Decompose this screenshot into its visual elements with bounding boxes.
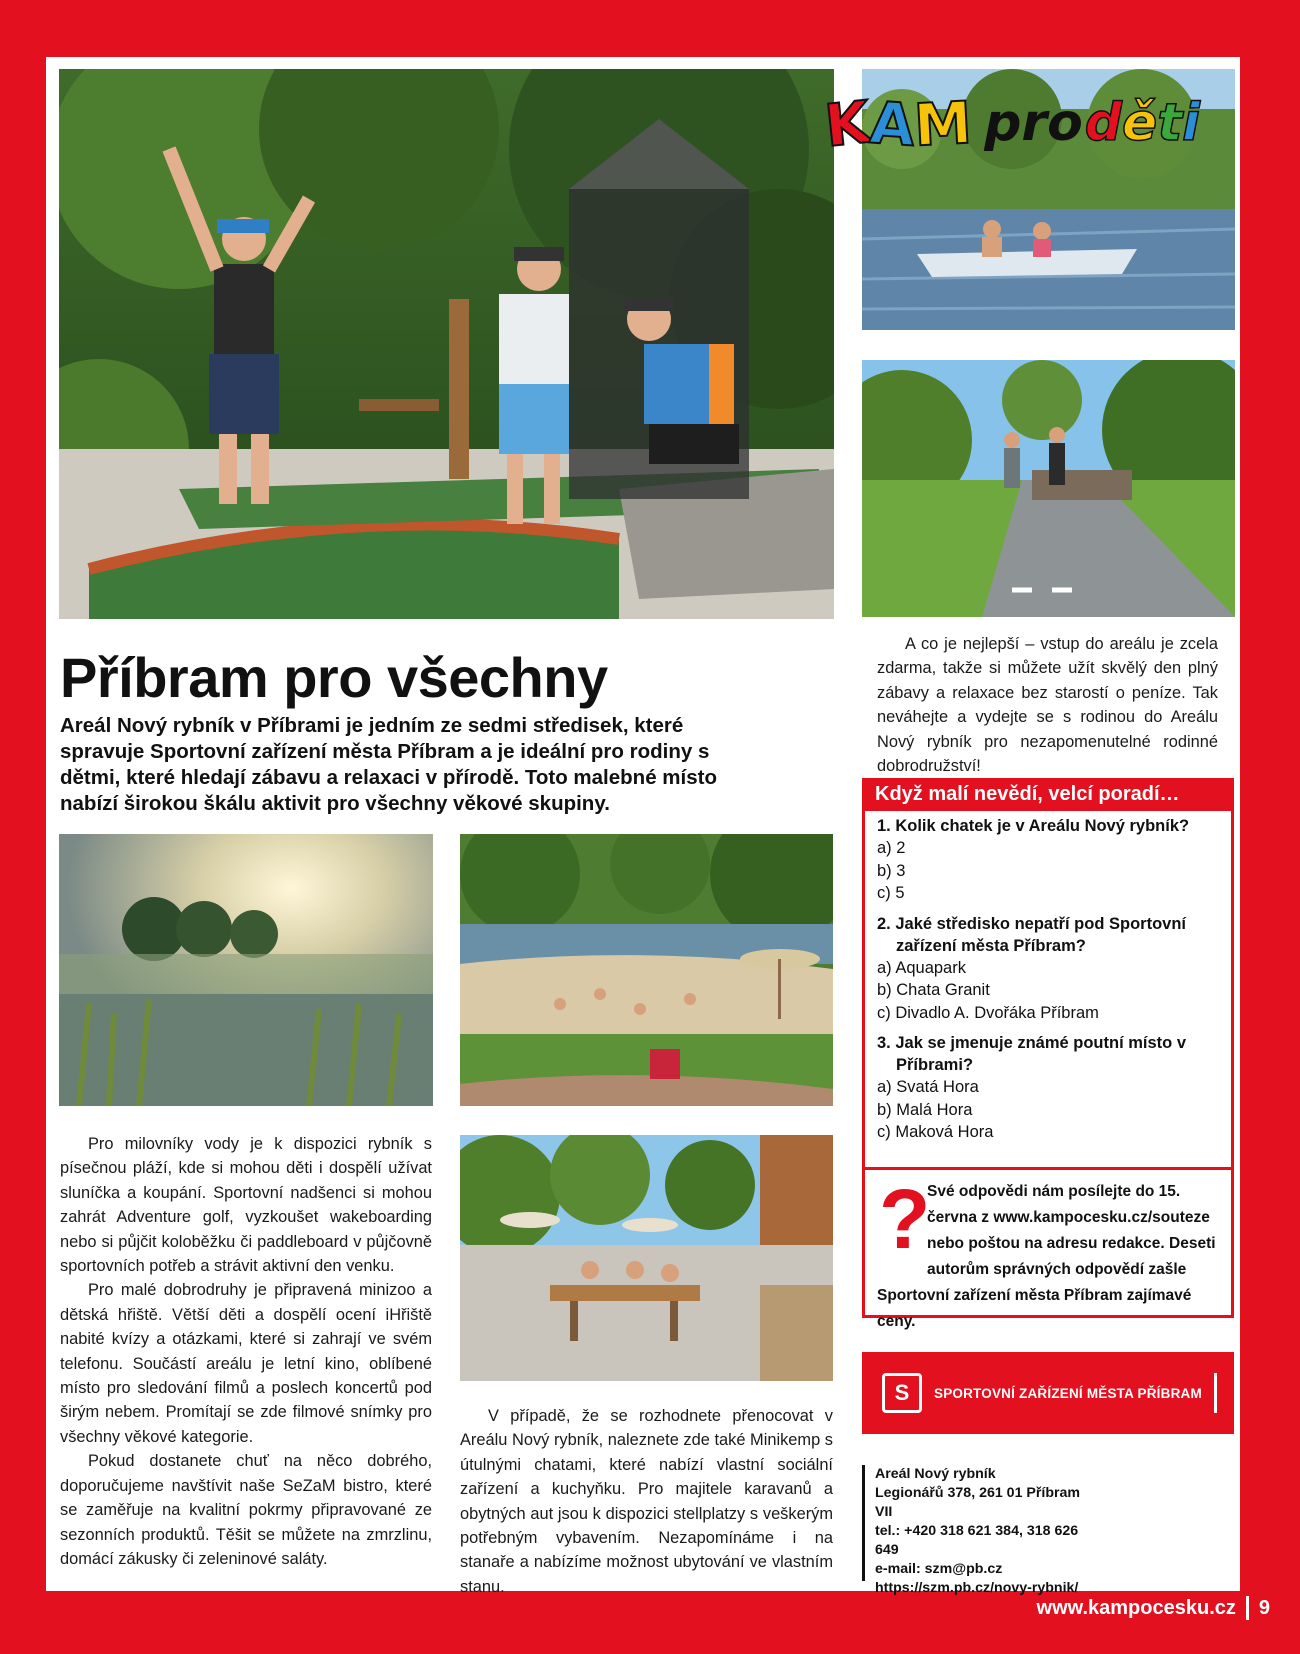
- quiz-question: 2. Jaké středisko nepatří pod Sportovní zařízení města Příbram? a) Aquapark b) Chata Granit c) Divadlo A. Dvořáka Příbram: [877, 913, 1221, 1025]
- photo-beach: [460, 834, 833, 1106]
- quiz-heading: Když malí nevědí, velcí poradí…: [865, 781, 1231, 811]
- quiz-option: c) Divadlo A. Dvořáka Příbram: [877, 1003, 1099, 1022]
- contact-phone: tel.: +420 318 621 384, 318 626 649: [875, 1523, 1079, 1558]
- quiz-questions: [865, 811, 1231, 1144]
- quiz-option: b) Malá Hora: [877, 1100, 973, 1119]
- quiz-instructions: Své odpovědi nám posílejte do 15. června z www.kampocesku.cz/souteze nebo poštou na adresu redakce. Deseti autorům správných odpovědí zašle Sportovní zařízení města Příbram zajímavé ceny.: [877, 1183, 1216, 1330]
- contact-block: [862, 1465, 1082, 1596]
- paragraph: A co je nejlepší – vstup do areálu je zcela zdarma, takže si můžete užít skvělý den plný zábavy a relaxace bez starostí o peníze. Tak neváhejte a vydejte se s rodinou do Areálu Nový rybník pro nezapomenutelné rodinné dobrodružství!: [877, 635, 1218, 776]
- article-title: Příbram pro všechny: [60, 646, 608, 709]
- footer-site[interactable]: www.kampocesku.cz: [1036, 1596, 1236, 1619]
- article-lead: Areál Nový rybník v Příbrami je jedním ze sedmi středisek, které spravuje Sportovní zařízení města Příbram a je ideální pro rodiny s dětmi, které hledají zábavu a relaxaci v přírodě. Toto malebné místo nabízí širokou škálu aktivit pro všechny věkové skupiny.: [60, 714, 717, 815]
- divider: [1214, 1373, 1217, 1413]
- quiz-option: b) Chata Granit: [877, 981, 990, 999]
- quiz-question: 1. Kolik chatek je v Areálu Nový rybník? a) 2 b) 3 c) 5: [877, 815, 1221, 905]
- contact-name: Areál Nový rybník: [875, 1466, 996, 1482]
- column-3-text: [877, 632, 1218, 778]
- sponsor-name: SPORTOVNÍ ZAŘÍZENÍ MĚSTA PŘÍBRAM: [934, 1385, 1202, 1401]
- quiz-option: c) 5: [877, 884, 905, 902]
- contact-address: Legionářů 378, 261 01 Příbram VII: [875, 1485, 1081, 1520]
- photo-scooters: [862, 360, 1235, 617]
- quiz-option: a) Svatá Hora: [877, 1078, 979, 1096]
- sponsor-logo-icon: S: [882, 1373, 922, 1413]
- paragraph: Pro malé dobrodruhy je připravená minizoo a dětská hřiště. Větší děti a dospělí ocení iHřiště nabité kvízy a otázkami, které si zahrají ve svém telefonu. Součástí areálu je letní kino, oblíbené místo pro sledování filmů a poslech koncertů pod širým nebem. Promítají se zde filmové snímky pro všechny věkové kategorie.: [60, 1281, 432, 1446]
- page-number: 9: [1258, 1596, 1270, 1619]
- photo-minigolf: [59, 69, 834, 619]
- quiz-option: a) Aquapark: [877, 958, 966, 977]
- magazine-logo: KAM pro děti: [821, 87, 1200, 161]
- quiz-box: [862, 778, 1234, 1330]
- paragraph: V případě, že se rozhodnete přenocovat v Areálu Nový rybník, naleznete zde také Minikemp s útulnými chatami, které nabízí vlastní sociální zařízení a kuchyňku. Pro majitele karavanů a obytných aut jsou k dispozici stellplatzy s veškerým potřebným vybavením. Nezapomínáme i na stanaře a nabízíme možnost ubytování ve vlastním stanu.: [460, 1407, 833, 1596]
- quiz-option: c) Maková Hora: [877, 1123, 994, 1141]
- column-2-text: [460, 1404, 833, 1599]
- photo-lake-sunrise: [59, 834, 433, 1106]
- quiz-option: b) 3: [877, 861, 906, 880]
- paragraph: Pro milovníky vody je k dispozici rybník s písečnou pláží, kde si mohou děti i dospělí užívat sluníčka a koupání. Sportovní nadšenci si mohou zahrát Adventure golf, vyzkoušet wakeboarding nebo si půjčit koloběžku či paddleboard v půjčovně sportovních potřeb a strávit aktivní den venku.: [60, 1135, 432, 1276]
- contact-url[interactable]: https://szm.pb.cz/novy-rybnik/: [875, 1580, 1079, 1596]
- divider: [865, 1167, 1231, 1170]
- contact-email[interactable]: e-mail: szm@pb.cz: [875, 1561, 1003, 1577]
- page-footer: [1037, 1596, 1270, 1620]
- paragraph: Pokud dostanete chuť na něco dobrého, doporučujeme navštívit naše SeZaM bistro, které se zaměřuje na kvalitní pokrmy připravované ze sezonních produktů. Těšit se můžete na zmrzlinu, domácí zákusky či zeleninové saláty.: [60, 1452, 432, 1568]
- sponsor-banner: [862, 1352, 1234, 1434]
- column-1-text: [60, 1132, 432, 1571]
- photo-terrace: [460, 1135, 833, 1381]
- quiz-option: a) 2: [877, 839, 906, 857]
- question-mark-icon: ?: [879, 1172, 931, 1266]
- divider: [1246, 1596, 1249, 1620]
- quiz-question: 3. Jak se jmenuje známé poutní místo v Příbrami? a) Svatá Hora b) Malá Hora c) Maková Hora: [877, 1032, 1221, 1144]
